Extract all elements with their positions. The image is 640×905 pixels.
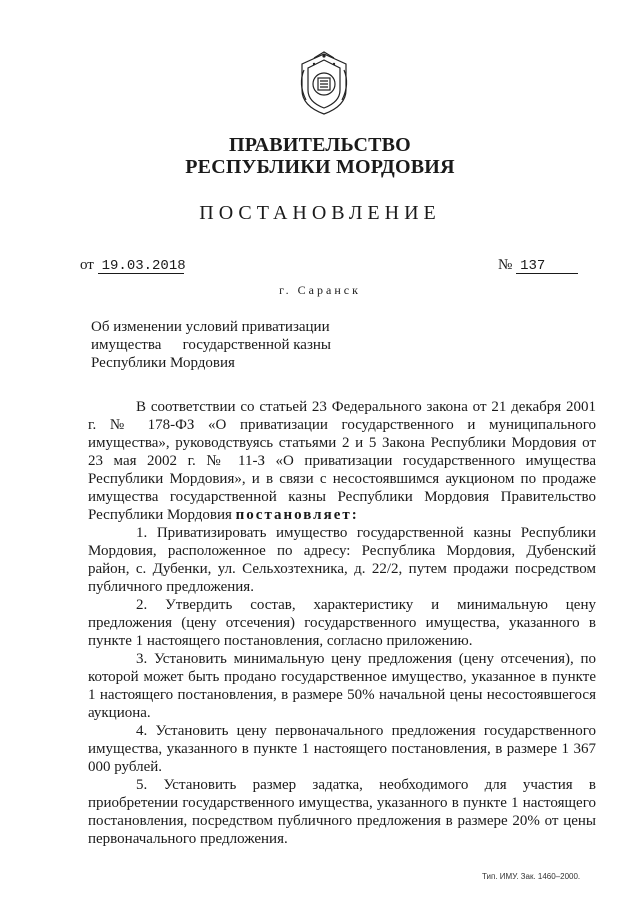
number-prefix: № xyxy=(498,257,513,273)
document-body xyxy=(88,398,596,848)
subject-line xyxy=(91,336,331,354)
document-date xyxy=(80,257,184,274)
subject-word: государственной казны xyxy=(182,337,331,353)
document-type-title: ПОСТАНОВЛЕНИЕ xyxy=(199,202,441,224)
coat-of-arms-icon xyxy=(294,50,354,118)
decree-item: 5. Установить размер задатка, необходимого для участия в приобретении государственного имущества, указанного в пункте 1 настоящего постановления, посредством публичного предложения в размере 20% от цены первоначального предложения. xyxy=(88,777,596,847)
decree-item: 1. Приватизировать имущество государственной казны Республики Мордовия, расположенное по адресу: Республика Мордовия, Дубенский район, с. Дубенки, ул. Сельхозтехника, д. 22/2, путем продажи посредством публичного предложения. xyxy=(88,525,596,595)
organization-name-line1: ПРАВИТЕЛЬСТВО xyxy=(229,134,411,156)
preamble-paragraph xyxy=(88,398,596,524)
subject-line: Республики Мордовия xyxy=(91,355,235,371)
city-label: г. Саранск xyxy=(279,283,361,297)
print-mark: Тип. ИМУ. Зак. 1460–2000. xyxy=(482,872,581,881)
number-value: 137 xyxy=(516,259,578,274)
decree-word: постановляет: xyxy=(235,507,359,523)
date-value: 19.03.2018 xyxy=(98,259,184,274)
subject-word: имущества xyxy=(91,337,162,353)
document-number xyxy=(498,257,578,274)
decree-item: 3. Установить минимальную цену предложения (цену отсечения), по которой может быть продано государственное имущество, указанное в пункте 1 настоящего постановления, в размере 50% начальной цены несостоявшегося аукциона. xyxy=(88,651,596,721)
decree-item: 2. Утвердить состав, характеристику и минимальную цену предложения (цену отсечения) государственного имущества, указанного в пункте 1 настоящего постановления, согласно приложению. xyxy=(88,597,596,649)
preamble-text: В соответствии со статьей 23 Федерального закона от 21 декабря 2001 г. № 178-ФЗ «О приватизации государственного и муниципального имущества», руководствуясь статьями 2 и 5 Закона Республики Мордовия от 23 мая 2002 г. № 11-З «О приватизации государственного имущества Республики Мордовия», и в связи с несостоявшимся аукционом по продаже имущества государственной казны Республики Мордовия Правительство Республики Мордовия xyxy=(88,399,596,523)
date-prefix: от xyxy=(80,257,94,273)
decree-item: 4. Установить цену первоначального предложения государственного имущества, указанного в пункте 1 настоящего постановления, в размере 1 367 000 рублей. xyxy=(88,723,596,775)
organization-name-line2: РЕСПУБЛИКИ МОРДОВИЯ xyxy=(185,156,455,178)
subject-line: Об изменении условий приватизации xyxy=(91,319,330,335)
document-subject xyxy=(91,318,331,372)
